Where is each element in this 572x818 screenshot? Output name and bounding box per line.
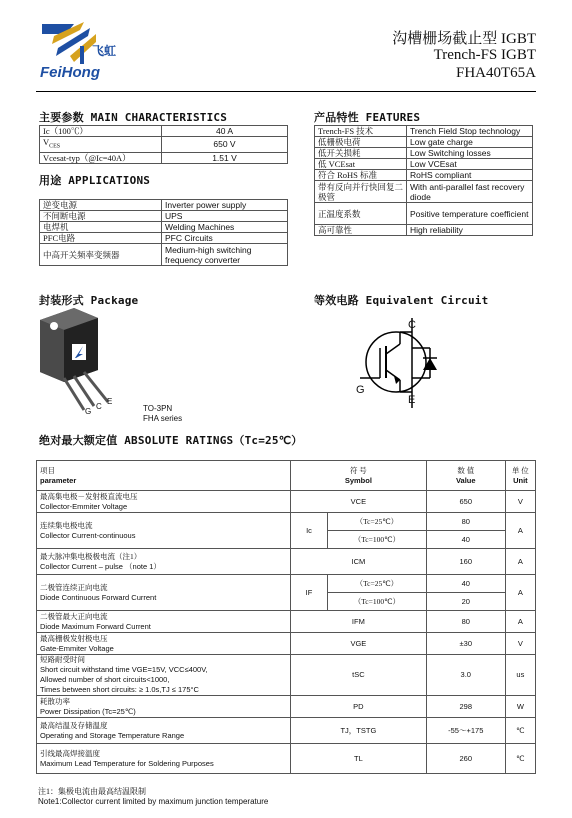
symbol-cell: TJ，TSTG: [291, 718, 427, 744]
value-cell: 20: [426, 593, 505, 611]
unit-cell: V: [505, 491, 535, 513]
pin-c-label: C: [96, 402, 102, 411]
value-cell: 80: [426, 611, 505, 633]
col-value-en: Value: [455, 475, 476, 485]
ratings-table: [36, 460, 536, 774]
value-cell: 1.51 V: [162, 152, 288, 163]
value-cell: 650 V: [162, 137, 288, 153]
condition-cell: （Tc=25℃）: [328, 575, 427, 593]
app-en: Welding Machines: [162, 222, 288, 233]
feature-en: With anti-parallel fast recovery diode: [407, 181, 533, 203]
symbol-cell: VGE: [291, 633, 427, 655]
pin-e-label: E: [107, 397, 113, 406]
feature-en: Low VCEsat: [407, 159, 533, 170]
param-en: Collector Current-continuous: [40, 530, 136, 540]
condition-cell: （Tc=25℃）: [328, 513, 427, 531]
unit-cell: A: [505, 611, 535, 633]
param-cn: 最高集电极－发射极直流电压: [40, 491, 138, 501]
col-unit: [505, 461, 535, 491]
table-row: [37, 575, 536, 593]
table-row: [37, 513, 536, 531]
param-cn: 引线最高焊接温度: [40, 748, 100, 758]
value-cell: 260: [426, 744, 505, 774]
param-cn: 耗散功率: [40, 696, 70, 706]
features-table: [314, 125, 533, 236]
table-row: [40, 137, 288, 153]
value-cell: 298: [426, 696, 505, 718]
param-en-line3: Times between short circuits: ≥ 1.0s,TJ ≤ 175°C: [40, 685, 199, 694]
table-row: [37, 611, 536, 633]
note-en: Note1:Collector current limited by maximum junction temperature: [38, 797, 269, 806]
feature-en: Low Switching losses: [407, 148, 533, 159]
param-cell: Ic（100℃）: [40, 126, 162, 137]
unit-cell: V: [505, 633, 535, 655]
feature-cn: 正温度系数: [315, 203, 407, 225]
col-symbol: [291, 461, 427, 491]
param-cn: 短路耐受时间: [40, 655, 85, 664]
table-row: [37, 491, 536, 513]
header-divider: [36, 91, 536, 92]
table-row: [37, 655, 536, 696]
table-row: [315, 159, 533, 170]
table-row: [40, 200, 288, 211]
table-header-row: [37, 461, 536, 491]
table-row: [37, 718, 536, 744]
table-row: [40, 126, 288, 137]
table-row: [315, 148, 533, 159]
col-value-cn: 数 值: [457, 465, 475, 475]
param-en-line1: Short circuit withstand time VGE=15V, VCC≤400V,: [40, 665, 208, 674]
unit-cell: us: [505, 655, 535, 696]
param-en-line2: Allowed number of short circuits<1000,: [40, 675, 170, 684]
param-en: Collector-Emmiter Voltage: [40, 501, 128, 511]
table-row: [315, 137, 533, 148]
col-symbol-cn: 符 号: [349, 465, 367, 475]
value-cell: 3.0: [426, 655, 505, 696]
feature-cn: 带有反向并行快回复二极管: [315, 181, 407, 203]
param-cn: 最高结温及存储温度: [40, 720, 108, 730]
col-parameter: [37, 461, 291, 491]
param-cn: 最大脉冲集电极极电流（注1）: [40, 551, 142, 561]
equivalent-circuit: [350, 318, 450, 408]
table-row: [315, 225, 533, 236]
app-cn: 逆变电源: [40, 200, 162, 211]
feature-cn: 低开关损耗: [315, 148, 407, 159]
value-cell: 40 A: [162, 126, 288, 137]
feature-en: Positive temperature coefficient: [407, 203, 533, 225]
col-parameter-cn: 项目: [40, 465, 55, 475]
circuit-c-label: C: [408, 319, 416, 331]
symbol-cell: ICM: [291, 549, 427, 575]
features-heading: 产品特性 FEATURES: [314, 111, 421, 124]
symbol-cell: IF: [291, 575, 328, 611]
app-en: Medium-high switching frequency converter: [162, 244, 288, 266]
unit-cell: A: [505, 549, 535, 575]
feature-en: High reliability: [407, 225, 533, 236]
table-row: [37, 633, 536, 655]
pin-g-label: G: [85, 407, 92, 416]
table-row: [315, 203, 533, 225]
feature-en: Trench Field Stop technology: [407, 126, 533, 137]
feature-cn: Trench-FS 技术: [315, 126, 407, 137]
value-cell: 650: [426, 491, 505, 513]
brand-en: FeiHong: [40, 64, 100, 81]
unit-cell: W: [505, 696, 535, 718]
symbol-cell: TL: [291, 744, 427, 774]
feature-en: Low gate charge: [407, 137, 533, 148]
main-char-table: [39, 125, 288, 164]
param-en: Diode Continuous Forward Current: [40, 592, 157, 602]
param-cell: $V_{CES}$: [40, 137, 162, 153]
package-series: FHA series: [143, 414, 183, 423]
param-cn: 连续集电极电流: [40, 520, 93, 530]
title-en: Trench-FS IGBT: [433, 47, 536, 63]
app-en: UPS: [162, 211, 288, 222]
circuit-g-label: G: [356, 384, 365, 396]
igbt-symbol-icon: [350, 318, 450, 408]
value-cell: ±30: [426, 633, 505, 655]
value-cell: 80: [426, 513, 505, 531]
param-en: Operating and Storage Temperature Range: [40, 730, 185, 740]
unit-cell: ℃: [505, 744, 535, 774]
param-en: Gate-Emmiter Voltage: [40, 643, 114, 653]
table-row: [315, 181, 533, 203]
col-unit-cn: 单 位: [511, 465, 529, 475]
table-row: [40, 244, 288, 266]
package-heading: 封装形式 Package: [39, 294, 139, 307]
condition-cell: （Tc=100℃）: [328, 593, 427, 611]
applications-heading: 用途 APPLICATIONS: [39, 174, 151, 187]
unit-cell: A: [505, 575, 535, 611]
circuit-heading: 等效电路 Equivalent Circuit: [314, 294, 489, 307]
param-en: Diode Maximum Forward Current: [40, 621, 151, 631]
app-cn: 不间断电源: [40, 211, 162, 222]
col-parameter-en: parameter: [40, 475, 77, 485]
title-cn: 沟槽栅场截止型 IGBT: [392, 31, 536, 47]
to3pn-package-icon: [36, 306, 136, 418]
app-en: Inverter power supply: [162, 200, 288, 211]
table-row: [37, 549, 536, 575]
symbol-cell: PD: [291, 696, 427, 718]
app-en: PFC Circuits: [162, 233, 288, 244]
package-name: TO-3PN: [143, 404, 173, 413]
table-row: [40, 233, 288, 244]
circuit-e-label: E: [408, 394, 416, 406]
table-row: [315, 170, 533, 181]
app-cn: 中高开关频率变频器: [40, 244, 162, 266]
param-cn: 二极管连续正向电流: [40, 582, 108, 592]
feature-cn: 低栅极电荷: [315, 137, 407, 148]
table-row: [37, 744, 536, 774]
feature-cn: 高可靠性: [315, 225, 407, 236]
symbol-cell: VCE: [291, 491, 427, 513]
app-cn: PFC电路: [40, 233, 162, 244]
value-cell: -55～+175: [426, 718, 505, 744]
brand-cn: 飞虹: [92, 44, 117, 58]
unit-cell: ℃: [505, 718, 535, 744]
col-symbol-en: Symbol: [344, 475, 372, 485]
table-row: [315, 126, 533, 137]
unit-cell: A: [505, 513, 535, 549]
table-row: [40, 211, 288, 222]
table-row: [40, 152, 288, 163]
param-cn: 最高栅极发射极电压: [40, 633, 108, 643]
param-cell: Vcesat-typ（@Ic=40A）: [40, 152, 162, 163]
feature-en: RoHS compliant: [407, 170, 533, 181]
symbol-cell: IFM: [291, 611, 427, 633]
param-en: Power Dissipation (Tc=25℃): [40, 706, 136, 716]
note-cn: 注1：集极电流由最高结温限制: [38, 787, 146, 796]
table-row: [37, 696, 536, 718]
col-unit-en: Unit: [513, 475, 528, 485]
package-drawing: [36, 306, 136, 418]
symbol-cell: Ic: [291, 513, 328, 549]
param-cn: 二极管最大正向电流: [40, 611, 108, 621]
feature-cn: 符合 RoHS 标准: [315, 170, 407, 181]
col-value: [426, 461, 505, 491]
value-cell: 40: [426, 531, 505, 549]
value-cell: 40: [426, 575, 505, 593]
part-number: FHA40T65A: [455, 65, 536, 81]
table-row: [40, 222, 288, 233]
ratings-heading: 绝对最大额定值 ABSOLUTE RATINGS（Tc=25℃）: [39, 434, 303, 447]
app-cn: 电焊机: [40, 222, 162, 233]
symbol-cell: tSC: [291, 655, 427, 696]
value-cell: 160: [426, 549, 505, 575]
feature-cn: 低 VCEsat: [315, 159, 407, 170]
applications-table: [39, 199, 288, 266]
param-en: Maximum Lead Temperature for Soldering Purposes: [40, 758, 214, 768]
condition-cell: （Tc=100℃）: [328, 531, 427, 549]
param-en: Collector Current – pulse （note 1）: [40, 561, 161, 571]
main-char-heading: 主要参数 MAIN CHARACTERISTICS: [39, 111, 228, 124]
